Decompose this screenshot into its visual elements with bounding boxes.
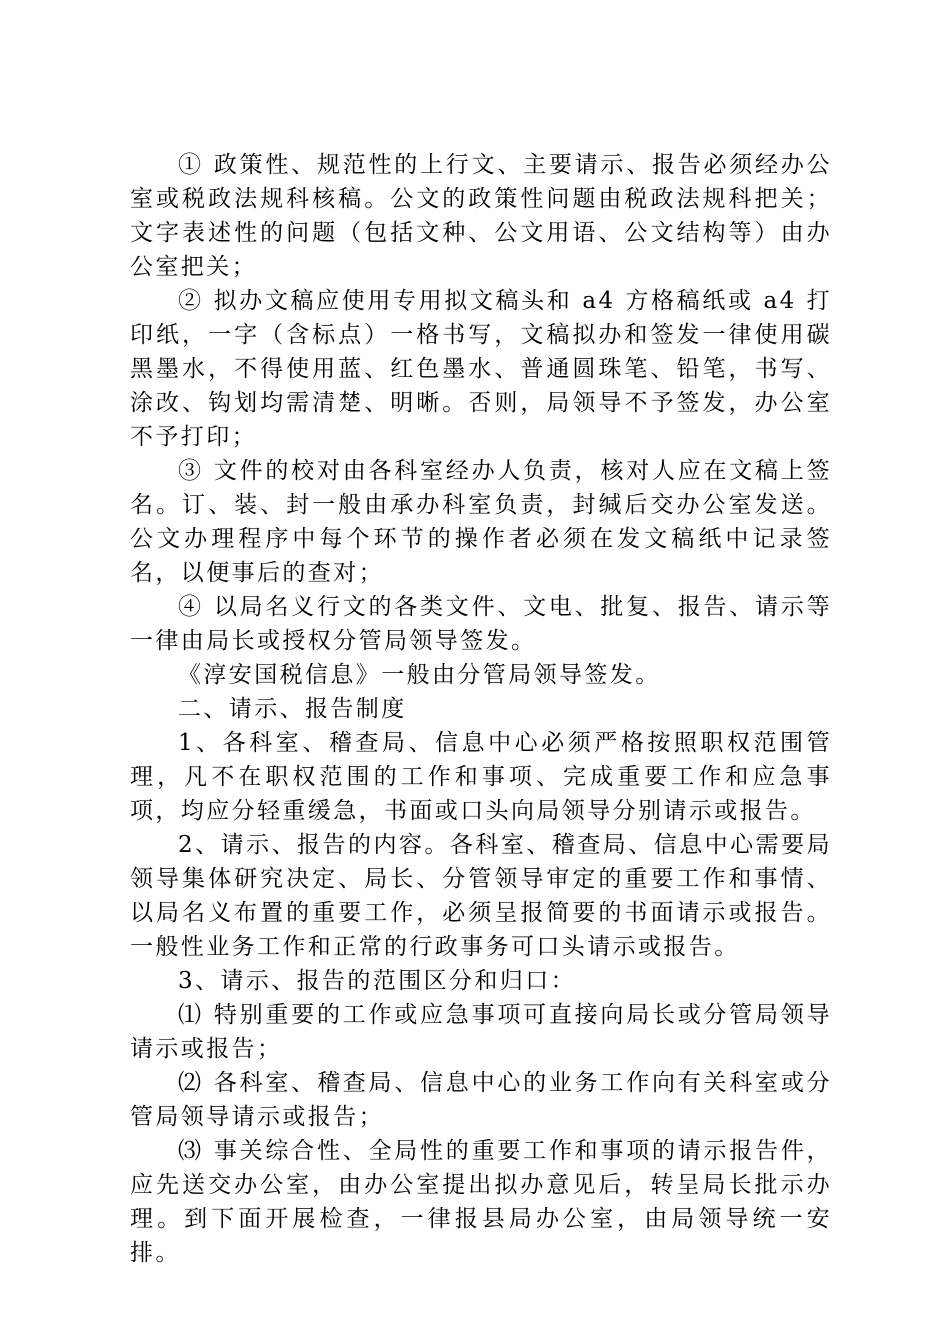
paragraph-subitem-1: ⑴ 特别重要的工作或应急事项可直接向局长或分管局领导请示或报告； — [130, 1002, 832, 1062]
paragraph-item-3: ③ 文件的校对由各科室经办人负责，核对人应在文稿上签名。订、装、封一般由承办科室负责，封缄后交办公室发送。公文办理程序中每个环节的操作者必须在发文稿纸中记录签名，以便事后的查对； — [130, 458, 832, 586]
paragraph-newsletter-signoff: 《淳安国税信息》一般由分管局领导签发。 — [178, 662, 661, 688]
paragraph-item-1: ① 政策性、规范性的上行文、主要请示、报告必须经办公室或税政法规科核稿。公文的政策性问题由税政法规科把关；文字表述性的问题（包括文种、公文用语、公文结构等）由办公室把关； — [130, 152, 832, 280]
paragraph-subitem-3: ⑶ 事关综合性、全局性的重要工作和事项的请示报告件，应先送交办公室，由办公室提出拟办意见后，转呈局长批示办理。到下面开展检查，一律报县局办公室，由局领导统一安排。 — [130, 1138, 832, 1266]
paragraph-item-4: ④ 以局名义行文的各类文件、文电、批复、报告、请示等一律由局长或授权分管局领导签发。 — [130, 594, 832, 654]
paragraph-point-2: 2、请示、报告的内容。各科室、稽查局、信息中心需要局领导集体研究决定、局长、分管领导审定的重要工作和事情、以局名义布置的重要工作，必须呈报简要的书面请示或报告。一般性业务工作和正常的行政事务可口头请示或报告。 — [130, 832, 832, 960]
section-heading: 二、请示、报告制度 — [178, 696, 407, 722]
document-body — [130, 148, 832, 1270]
paragraph-item-2: ② 拟办文稿应使用专用拟文稿头和 a4 方格稿纸或 a4 打印纸，一字（含标点）一格书写，文稿拟办和签发一律使用碳黑墨水，不得使用蓝、红色墨水、普通圆珠笔、铅笔，书写、涂改、钩划均需清楚、明晰。否则，局领导不予签发，办公室不予打印； — [130, 288, 832, 450]
paragraph-point-3: 3、请示、报告的范围区分和归口： — [178, 968, 577, 994]
paragraph-point-1: 1、各科室、稽查局、信息中心必须严格按照职权范围管理，凡不在职权范围的工作和事项、完成重要工作和应急事项，均应分轻重缓急，书面或口头向局领导分别请示或报告。 — [130, 730, 832, 824]
paragraph-subitem-2: ⑵ 各科室、稽查局、信息中心的业务工作向有关科室或分管局领导请示或报告； — [130, 1070, 832, 1130]
